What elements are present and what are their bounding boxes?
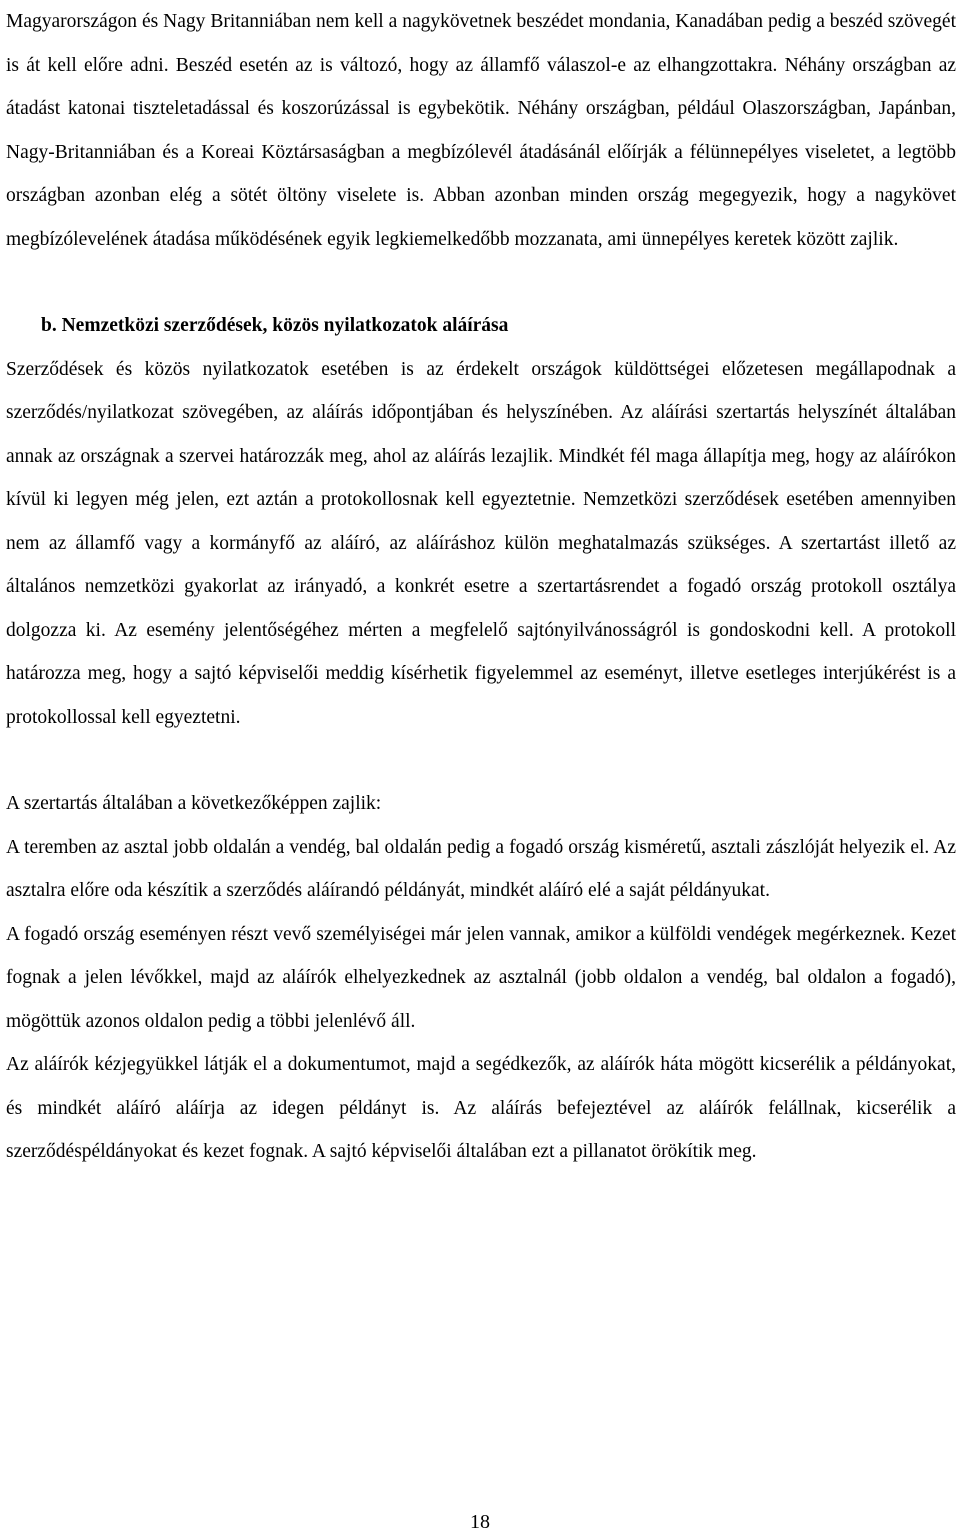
body-paragraph: Magyarországon és Nagy Britanniában nem kell a nagykövetnek beszédet mondania, Kanadában pedig a beszéd szövegét is át kell előre adni. Beszéd esetén az is változó, hogy az államfő válaszol-e az elhangzottakra. Néhány országban az átadást katonai tiszteletadással és koszorúzással is egybekötik. Néhány országban, például Olaszországban, Japánban, Nagy-Britanniában és a Koreai Köztársaságban a megbízólevél átadásánál előírják a félünnepélyes viseletet, a legtöbb országban azonban elég a sötét öltöny viselete is. Abban azonban minden ország megegyezik, hogy a nagykövet megbízólevelének átadása működésének egyik legkiemelkedőbb mozzanata, ami ünnepélyes keretek között zajlik. [6, 11, 956, 250]
section-heading: b. Nemzetközi szerződések, közös nyilatkozatok aláírása [41, 315, 509, 336]
page-number: 18 [470, 1511, 490, 1533]
body-paragraph: A teremben az asztal jobb oldalán a vendég, bal oldalán pedig a fogadó ország kisméretű, asztali zászlóját helyezik el. Az asztalra előre oda készítik a szerződés aláírandó példányát, mindkét aláíró elé a saját példányukat. [6, 836, 956, 901]
paragraph-spacer [6, 739, 956, 782]
body-paragraph: Szerződések és közös nyilatkozatok esetében is az érdekelt országok küldöttségei előzetesen megállapodnak a szerződés/nyilatkozat szövegében, az aláírás időpontjában és helyszínében. Az aláírási szertartás helyszínét általában annak az országnak a szervei határozzák meg, ahol az aláírás lezajlik. Mindkét fél maga állapítja meg, hogy az aláírókon kívül ki legyen még jelen, ezt aztán a protokollosnak kell egyeztetnie. Nemzetközi szerződések esetében amennyiben nem az államfő vagy a kormányfő az aláíró, az aláíráshoz külön meghatalmazás szükséges. A szertartást illető az általános nemzetközi gyakorlat az irányadó, a konkrét esetre a szertartásrendet a fogadó ország protokoll osztálya dolgozza ki. Az esemény jelentőségéhez mérten a megfelelő sajtónyilvánosságról is gondoskodni kell. A protokoll határozza meg, hogy a sajtó képviselői meddig kísérhetik figyelemmel az eseményt, illetve esetleges interjúkérést is a protokollossal kell egyeztetni. [6, 358, 956, 728]
intro-line: A szertartás általában a következőképpen zajlik: [6, 793, 382, 814]
document-page [6, 0, 956, 1174]
body-paragraph: Az aláírók kézjegyükkel látják el a dokumentumot, majd a segédkezők, az aláírók háta mögött kicserélik a példányokat, és mindkét aláíró aláírja az idegen példányt is. Az aláírás befejeztével az aláírók felállnak, kicserélik a szerződéspéldányokat és kezet fognak. A sajtó képviselői általában ezt a pillanatot örökítik meg. [6, 1054, 956, 1162]
body-paragraph: A fogadó ország eseményen részt vevő személyiségei már jelen vannak, amikor a külföldi vendégek megérkeznek. Kezet fognak a jelen lévőkkel, majd az aláírók elhelyezkednek az asztalnál (jobb oldalon a vendég, bal oldalon a fogadó), mögöttük azonos oldalon pedig a többi jelenlévő áll. [6, 923, 956, 1032]
